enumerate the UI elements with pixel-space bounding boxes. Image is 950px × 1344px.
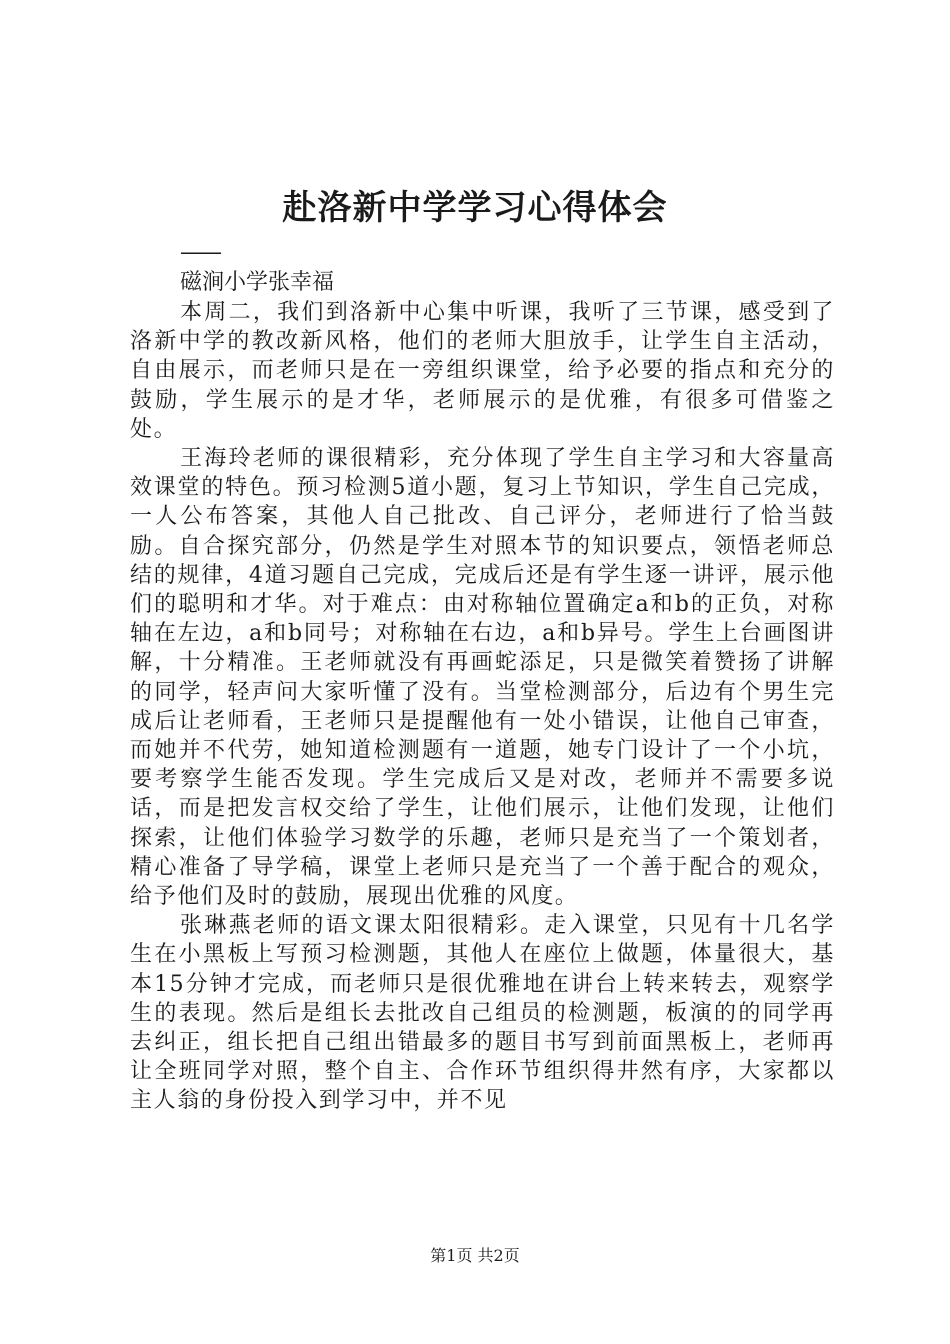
document-body [130, 298, 835, 1116]
page-footer: 第1页 共2页 [430, 1246, 520, 1265]
author-line: 磁涧小学张幸福 [180, 270, 335, 295]
title-dash: —— [180, 240, 220, 265]
document-title: 赴洛新中学学习心得体会 [282, 188, 668, 228]
paragraph: 王海玲老师的课很精彩，充分体现了学生自主学习和大容量高效课堂的特色。预习检测5道小题，复习上节知识，学生自己完成，一人公布答案，其他人自己批改、自己评分，老师进行了恰当鼓励。自合探究部分，仍然是学生对照本节的知识要点，领悟老师总结的规律，4道习题自己完成，完成后还是有学生逐一讲评，展示他们的聪明和才华。对于难点：由对称轴位置确定a和b的正负，对称轴在左边，a和b同号；对称轴在右边，a和b异号。学生上台画图讲解，十分精准。王老师就没有再画蛇添足，只是微笑着赞扬了讲解的同学，轻声问大家听懂了没有。当堂检测部分，后边有个男生完成后让老师看，王老师只是提醒他有一处小错误，让他自己审查，而她并不代劳，她知道检测题有一道题，她专门设计了一个小坑，要考察学生能否发现。学生完成后又是对改，老师并不需要多说话，而是把发言权交给了学生，让他们展示，让他们发现，让他们探索，让他们体验学习数学的乐趣，老师只是充当了一个策划者，精心准备了导学稿，课堂上老师只是充当了一个善于配合的观众，给予他们及时的鼓励，展现出优雅的风度。 [130, 446, 835, 910]
paragraph: 张琳燕老师的语文课太阳很精彩。走入课堂，只见有十几名学生在小黑板上写预习检测题，其他人在座位上做题，体量很大，基本15分钟才完成，而老师只是很优雅地在讲台上转来转去，观察学生的表现。然后是组长去批改自己组员的检测题，板演的的同学再去纠正，组长把自己组出错最多的题目书写到前面黑板上，老师再让全班同学对照，整个自主、合作环节组织得井然有序，大家都以主人翁的身份投入到学习中，并不见 [130, 913, 835, 1114]
paragraph: 本周二，我们到洛新中心集中听课，我听了三节课，感受到了洛新中学的教改新风格，他们的老师大胆放手，让学生自主活动，自由展示，而老师只是在一旁组织课堂，给予必要的指点和充分的鼓励，学生展示的是才华，老师展示的是优雅，有很多可借鉴之处。 [130, 300, 835, 442]
